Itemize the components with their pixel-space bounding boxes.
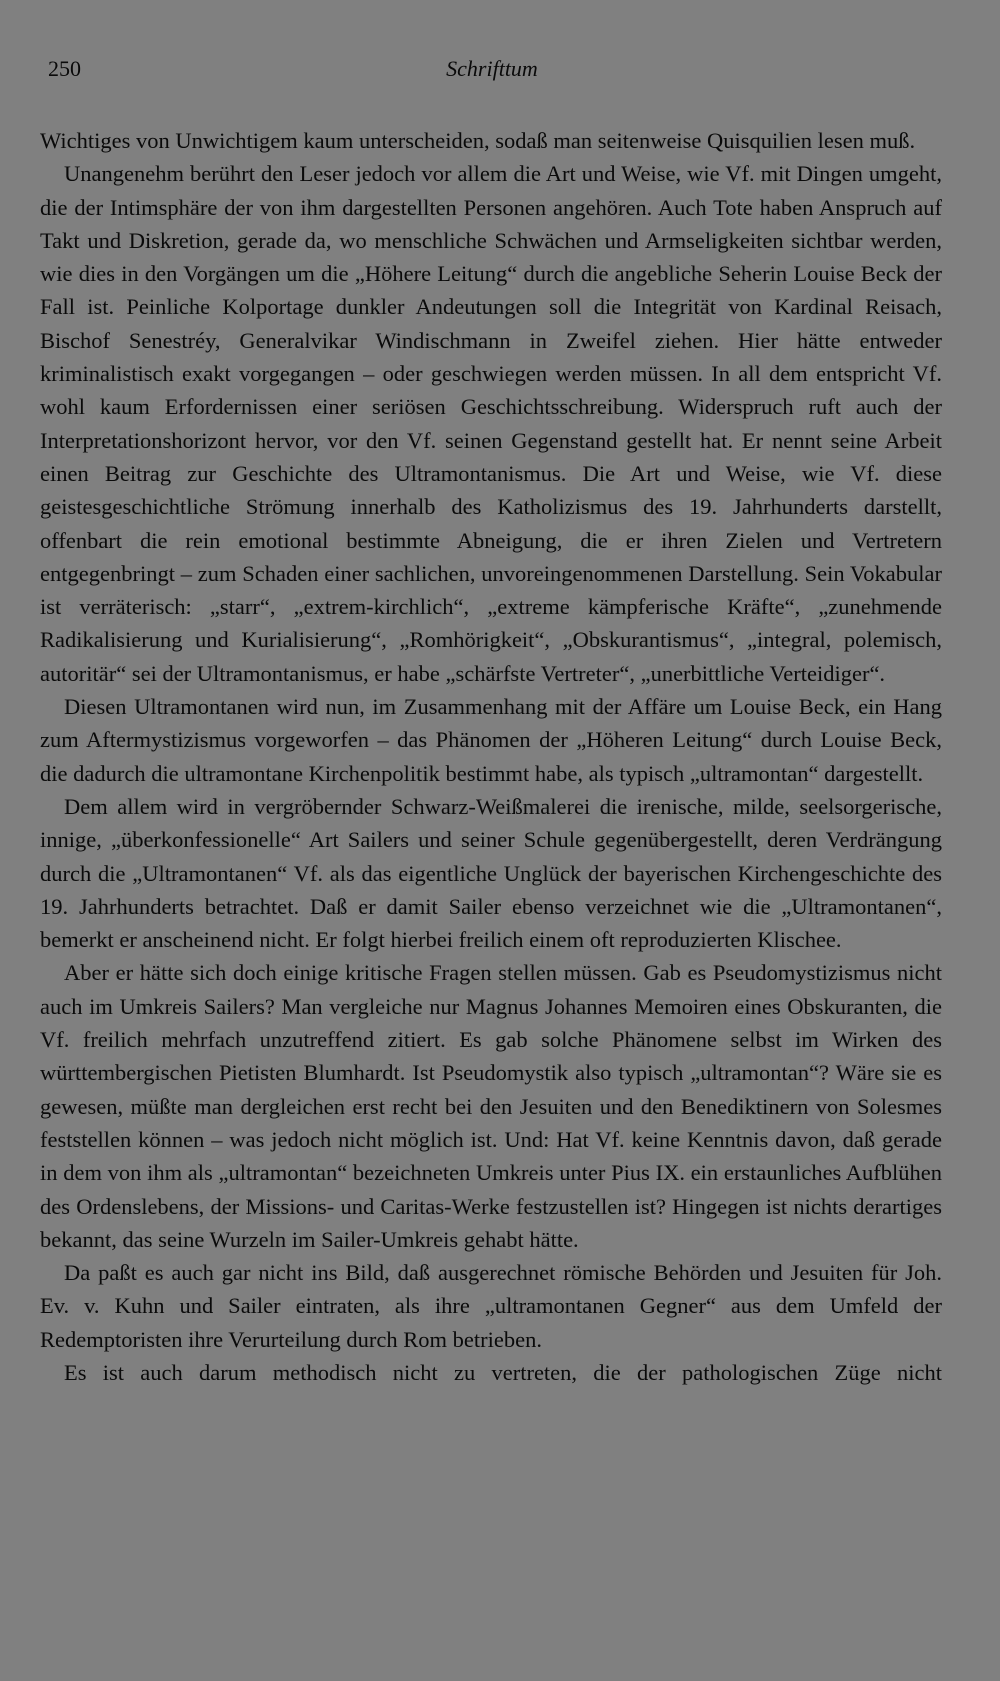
paragraph: Da paßt es auch gar nicht ins Bild, daß ausgerechnet römische Behörden und Jesuiten für Joh. Ev. v. Kuhn und Sailer eintraten, als ihre „ultramontanen Gegner“ aus dem Umfeld der Redemptoristen ihre Verurteilung durch Rom betrieben. xyxy=(40,1260,942,1352)
running-title: Schrifttum xyxy=(446,56,538,81)
paragraph: Diesen Ultramontanen wird nun, im Zusammenhang mit der Affäre um Louise Beck, ein Hang zum Aftermystizismus vorgeworfen – das Phänomen der „Höheren Leitung“ durch Louise Beck, die dadurch die ultramontane Kirchenpolitik bestimmt habe, als typisch „ultramontan“ dargestellt. xyxy=(40,694,942,786)
paragraph: Es ist auch darum methodisch nicht zu vertreten, die der pathologischen Züge nicht xyxy=(64,1359,942,1385)
page-header xyxy=(48,56,936,86)
paragraph: Dem allem wird in vergröbernder Schwarz-Weißmalerei die irenische, milde, seelsorgerische, innige, „überkonfessionelle“ Art Sailers und seiner Schule gegenübergestellt, deren Verdrängung durch die „Ultramontanen“ Vf. als das eigentliche Unglück der bayerischen Kirchengeschichte des 19. Jahrhunderts betrachtet. Daß er damit Sailer ebenso verzeichnet wie die „Ultramontanen“, bemerkt er anscheinend nicht. Er folgt hierbei freilich einem oft reproduzierten Klischee. xyxy=(40,793,942,953)
paragraph: Aber er hätte sich doch einige kritische Fragen stellen müssen. Gab es Pseudomystizismus nicht auch im Umkreis Sailers? Man vergleiche nur Magnus Johannes Memoiren eines Obskuranten, die Vf. freilich mehrfach unzutreffend zitiert. Es gab solche Phänomene selbst im Wirken des württembergischen Pietisten Blumhardt. Ist Pseudomystik also typisch „ultramontan“? Wäre sie es gewesen, müßte man dergleichen erst recht bei den Jesuiten und den Benediktinern von Solesmes feststellen können – was jedoch nicht möglich ist. Und: Hat Vf. keine Kenntnis davon, daß gerade in dem von ihm als „ultramontan“ bezeichneten Umkreis unter Pius IX. ein erstaunliches Aufblühen des Ordenslebens, der Missions- und Caritas-Werke festzustellen ist? Hingegen ist nichts derartiges bekannt, das seine Wurzeln im Sailer-Umkreis gehabt hätte. xyxy=(40,960,942,1252)
body-text xyxy=(40,124,942,1389)
page-number: 250 xyxy=(48,56,81,81)
paragraph: Wichtiges von Unwichtigem kaum unterscheiden, sodaß man seitenweise Quisquilien lesen muß. xyxy=(40,128,916,153)
paragraph: Unangenehm berührt den Leser jedoch vor allem die Art und Weise, wie Vf. mit Dingen umgeht, die der Intimsphäre der von ihm dargestellten Personen angehören. Auch Tote haben Anspruch auf Takt und Diskretion, gerade da, wo menschliche Schwächen und Armseligkeiten sichtbar werden, wie dies in den Vorgängen um die „Höhere Leitung“ durch die angebliche Seherin Louise Beck der Fall ist. Peinliche Kolportage dunkler Andeutungen soll die Integrität von Kardinal Reisach, Bischof Senestréy, Generalvikar Windischmann in Zweifel ziehen. Hier hätte entweder kriminalistisch exakt vorgegangen – oder geschwiegen werden müssen. In all dem entspricht Vf. wohl kaum Erfordernissen einer seriösen Geschichtsschreibung. Widerspruch ruft auch der Interpretationshorizont hervor, vor den Vf. seinen Gegenstand gestellt hat. Er nennt seine Arbeit einen Beitrag zur Geschichte des Ultramontanismus. Die Art und Weise, wie Vf. diese geistesgeschichtliche Strömung innerhalb des Katholizismus des 19. Jahrhunderts darstellt, offenbart die rein emotional bestimmte Abneigung, die er ihren Zielen und Vertretern entgegenbringt – zum Schaden einer sachlichen, unvoreingenommenen Darstellung. Sein Vokabular ist verräterisch: „starr“, „extrem-kirchlich“, „extreme kämpferische Kräfte“, „zunehmende Radikalisierung und Kurialisierung“, „Romhörigkeit“, „Obskurantismus“, „integral, polemisch, autoritär“ sei der Ultramontanismus, er habe „schärfste Vertreter“, „unerbittliche Verteidiger“. xyxy=(40,161,942,686)
